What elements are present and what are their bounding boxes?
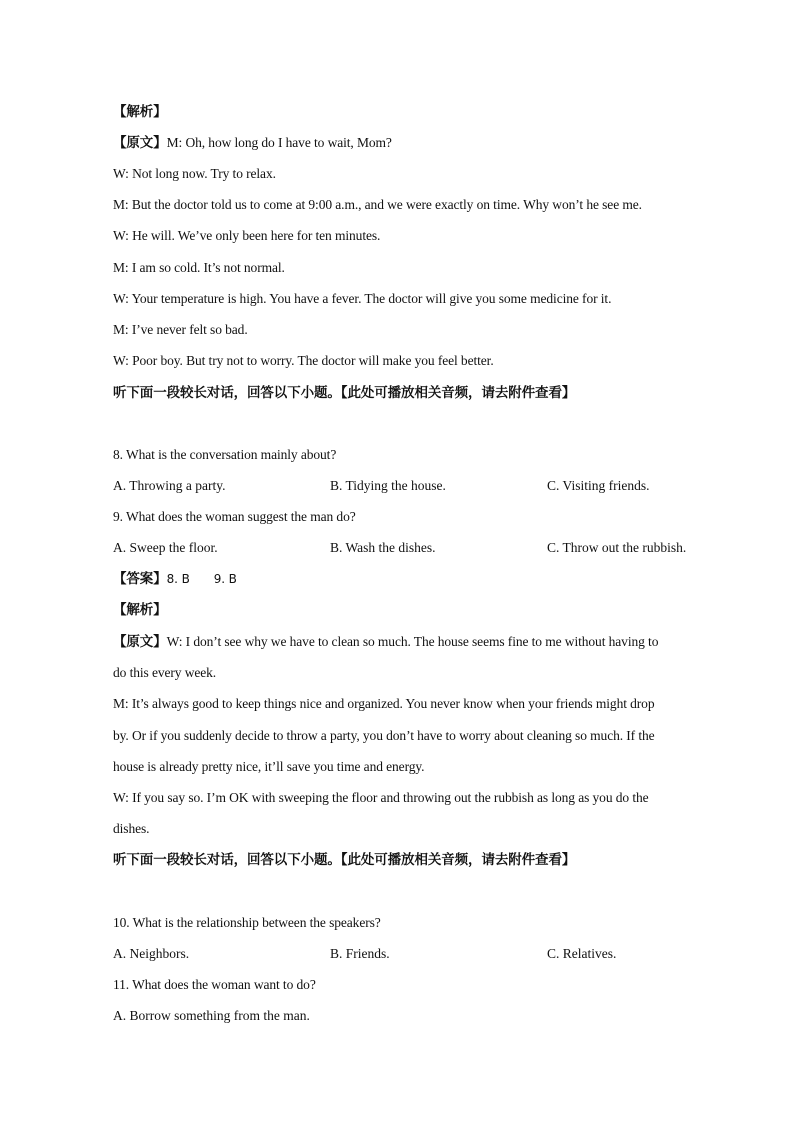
answer-9: 9. B [213,572,237,586]
transcript-line: W: Poor boy. But try not to worry. The doctor will make you feel better. [113,353,494,368]
option-a: A. Borrow something from the man. [113,1008,310,1023]
answer-line [113,570,237,588]
question-stem: 8. What is the conversation mainly about? [113,447,337,462]
transcript-line: dishes. [113,821,150,836]
transcript-line: W: If you say so. I’m OK with sweeping the floor and throwing out the rubbish as long as you do the [113,790,649,805]
option-a: A. Sweep the floor. [113,540,218,555]
question-stem: 10. What is the relationship between the speakers? [113,915,381,930]
transcript-line [113,134,392,152]
option-c: C. Relatives. [547,946,617,961]
transcript-line: house is already pretty nice, it’ll save you time and energy. [113,759,425,774]
option-a: A. Neighbors. [113,946,190,961]
answer-8: 8. B [166,572,190,586]
option-c: C. Visiting friends. [547,478,650,493]
transcript-text: W: I don’t see why we have to clean so much. The house seems fine to me without having to [166,634,659,649]
transcript-line: M: I am so cold. It’s not normal. [113,260,285,275]
option-a: A. Throwing a party. [113,478,226,493]
transcript-line: M: It’s always good to keep things nice and organized. You never know when your friends might drop [113,696,655,711]
option-b: B. Tidying the house. [330,478,446,493]
listening-instruction: 听下面一段较长对话，回答以下小题。【此处可播放相关音频，请去附件查看】 [113,385,576,401]
transcript-line: do this every week. [113,665,217,680]
option-b: B. Wash the dishes. [330,540,436,555]
transcript-line: by. Or if you suddenly decide to throw a party, you don’t have to worry about cleaning so much. If the [113,728,655,743]
transcript-tag: 【原文】 [113,135,167,151]
option-c: C. Throw out the rubbish. [547,540,687,555]
transcript-line: W: Not long now. Try to relax. [113,166,276,181]
analysis-label: 【解析】 [113,602,167,618]
transcript-tag: 【原文】 [113,634,167,650]
analysis-label: 【解析】 [113,104,167,120]
question-stem: 11. What does the woman want to do? [113,977,316,992]
option-b: B. Friends. [330,946,390,961]
transcript-line: W: Your temperature is high. You have a fever. The doctor will give you some medicine for it. [113,291,612,306]
question-stem: 9. What does the woman suggest the man do? [113,509,356,524]
transcript-line: M: But the doctor told us to come at 9:00 a.m., and we were exactly on time. Why won’t he see me. [113,197,642,212]
transcript-line: W: He will. We’ve only been here for ten minutes. [113,228,381,243]
transcript-text: M: Oh, how long do I have to wait, Mom? [166,135,392,150]
answer-label: 【答案】 [113,571,167,587]
transcript-line [113,633,658,651]
listening-instruction: 听下面一段较长对话，回答以下小题。【此处可播放相关音频，请去附件查看】 [113,852,576,868]
transcript-line: M: I’ve never felt so bad. [113,322,248,337]
